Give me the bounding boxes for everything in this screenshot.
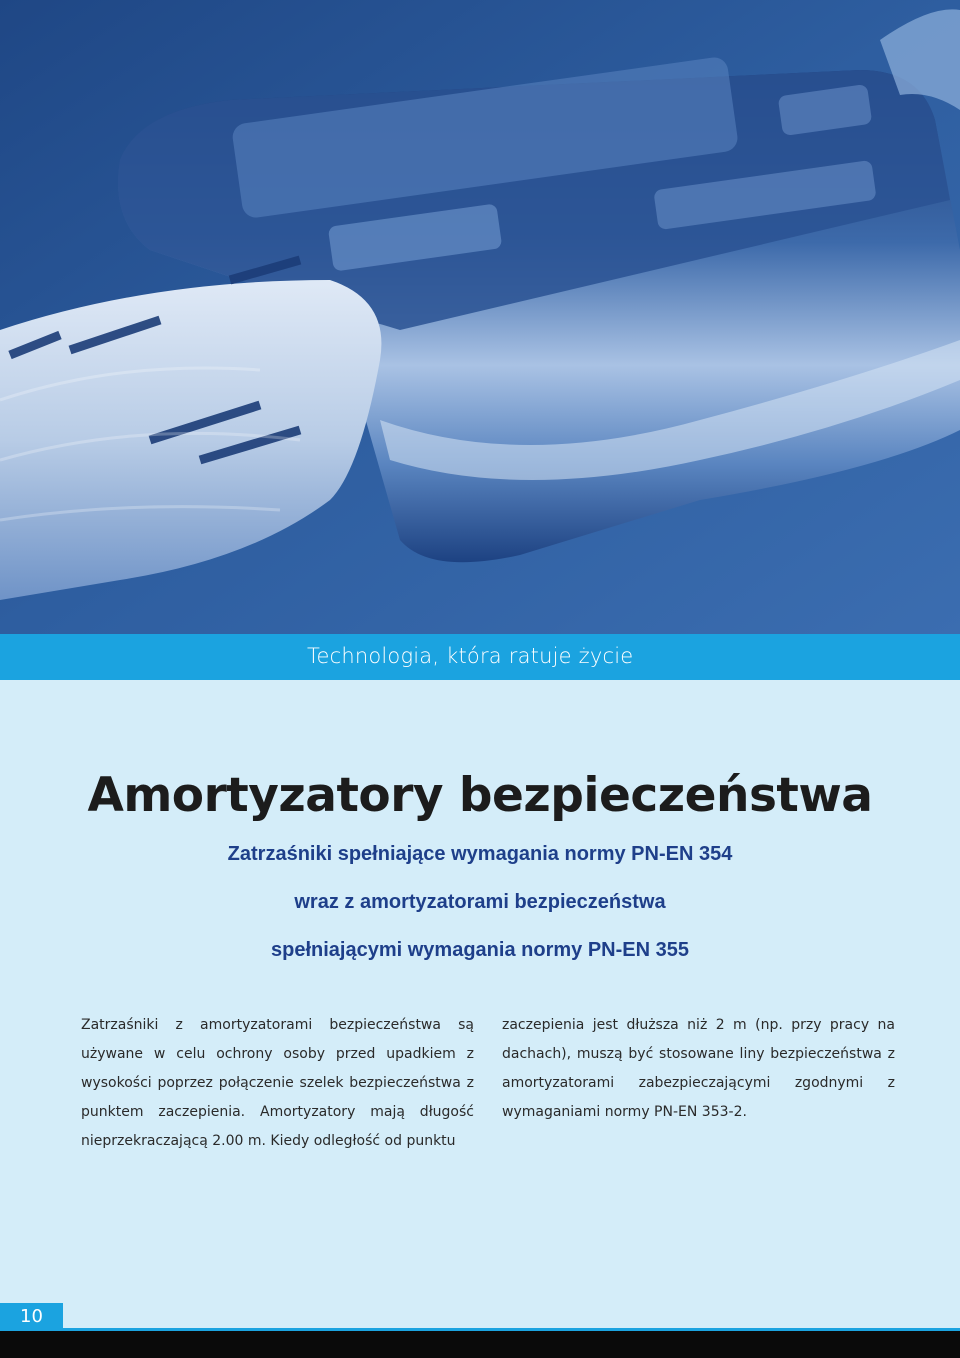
body-column-right: zaczepienia jest dłuższa niż 2 m (np. przy pracy na dachach), muszą być stosowane liny bezpieczeństwa z amortyzatorami zabezpieczającymi zgodnymi z wymaganiami normy PN-EN 353-2. [502,1017,895,1120]
carabiner-rope-photo [0,0,960,634]
footer-bar [0,1331,960,1358]
subtitle-line-2: wraz z amortyzatorami bezpieczeństwa [294,891,666,913]
subtitle-line-1: Zatrzaśniki spełniające wymagania normy PN-EN 354 [227,843,733,865]
hero-photo [0,0,960,634]
section-band-title: Technologia, która ratuje życie [307,644,634,668]
subtitle-line-3: spełniającymi wymagania normy PN-EN 355 [271,939,689,961]
body-column-left: Zatrzaśniki z amortyzatorami bezpieczeństwa są używane w celu ochrony osoby przed upadkiem z wysokości poprzez połączenie szelek bezpieczeństwa z punktem zaczepienia. Amortyzatory mają długość nieprzekraczającą 2.00 m. Kiedy odległość od punktu [81,1017,474,1149]
page-number: 10 [20,1306,43,1327]
page-title: Amortyzatory bezpieczeństwa [87,768,873,823]
